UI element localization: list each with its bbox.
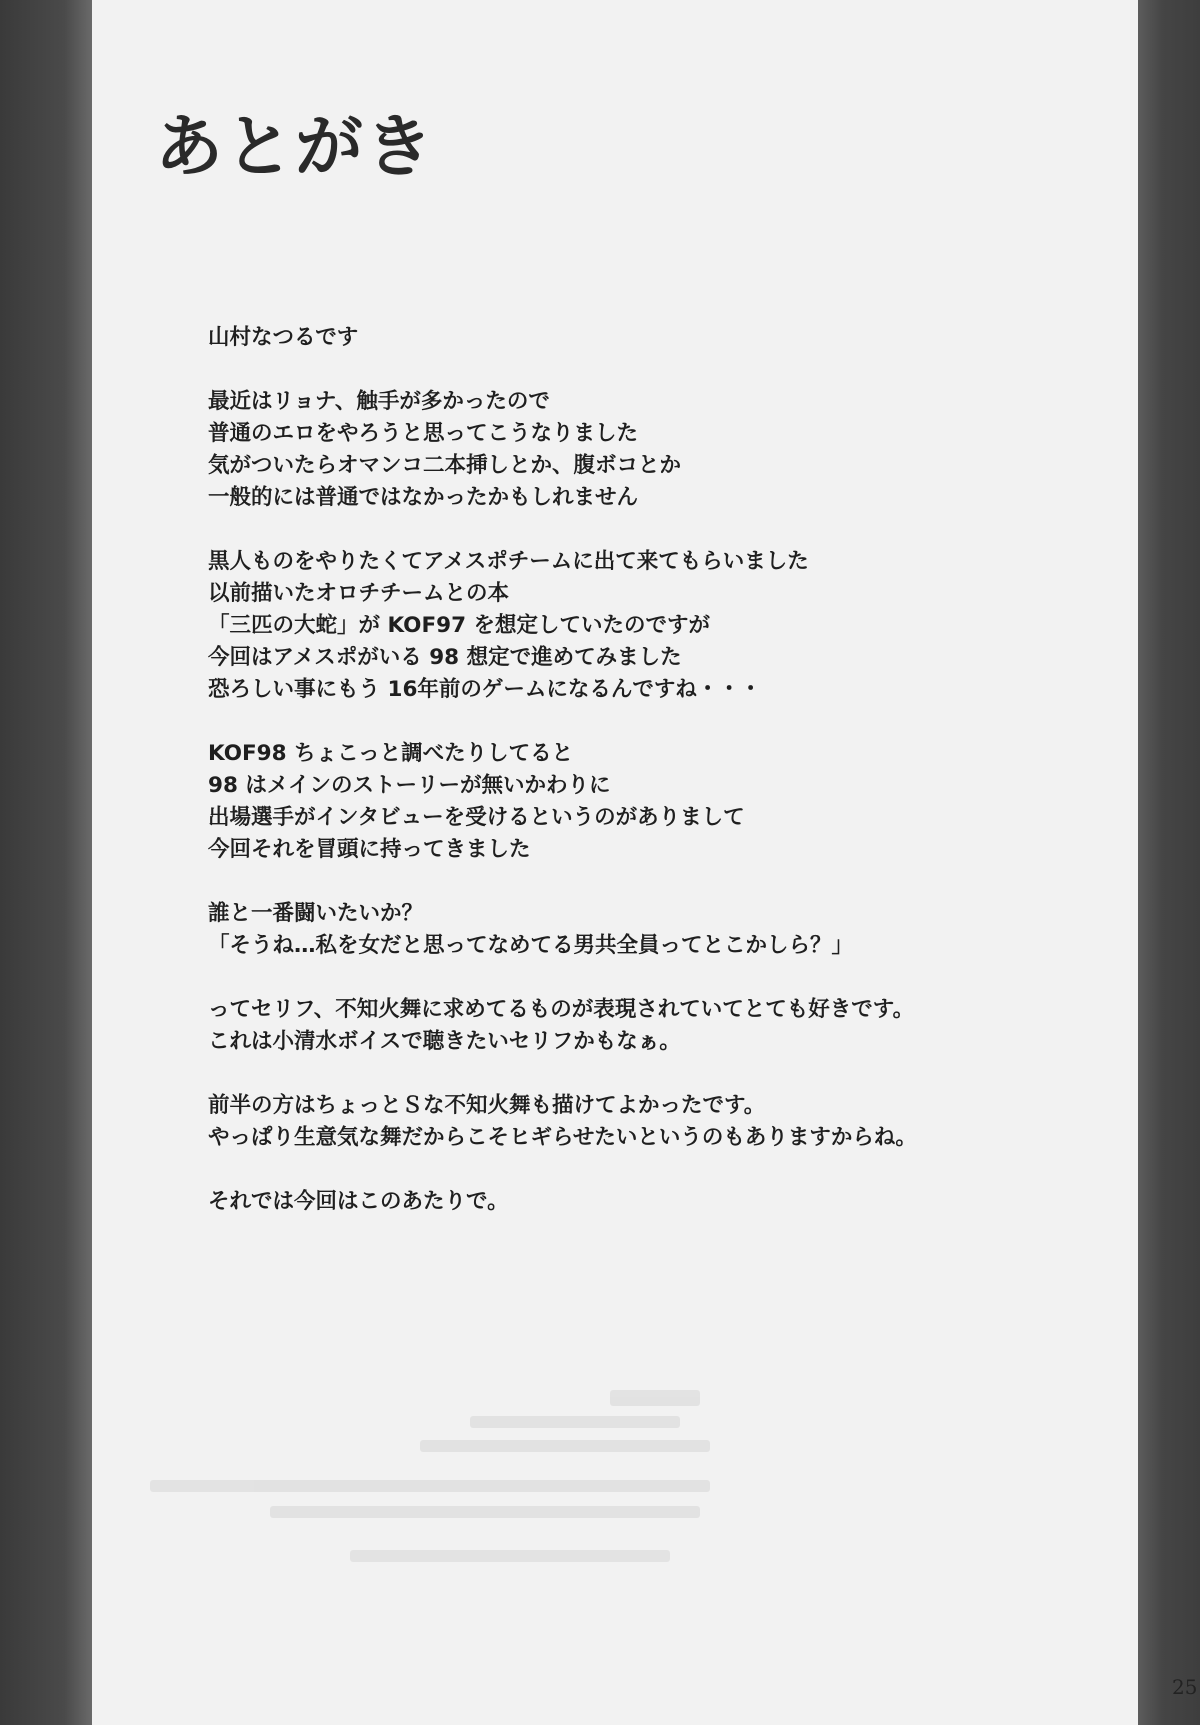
- text-line: 98 はメインのストーリーが無いかわりに: [208, 773, 611, 798]
- paragraph-comment: [208, 994, 1108, 1058]
- paragraph-greeting: [208, 322, 1108, 354]
- text-line: 今回それを冒頭に持ってきました: [208, 837, 531, 862]
- text-line: 山村なつるです: [208, 325, 359, 350]
- text-line: それでは今回はこのあたりで。: [208, 1189, 509, 1214]
- paragraph-first-half: [208, 1090, 1108, 1154]
- page-number: 25: [1172, 1675, 1198, 1699]
- text-line: 以前描いたオロチチームとの本: [208, 581, 510, 606]
- text-line: KOF98 ちょこっと調べたりしてると: [208, 741, 574, 766]
- paragraph-quote: [208, 898, 1108, 962]
- afterword-body: [208, 322, 1108, 1250]
- text-line: 一般的には普通ではなかったかもしれません: [208, 485, 639, 510]
- paragraph-team: [208, 546, 1108, 706]
- text-line: 誰と一番闘いたいか？: [208, 901, 424, 926]
- text-line: これは小清水ボイスで聴きたいセリフかもなぁ。: [208, 1029, 681, 1054]
- text-line: 普通のエロをやろうと思ってこうなりました: [208, 421, 639, 446]
- text-line: 最近はリョナ、触手が多かったので: [208, 389, 550, 414]
- text-line: 「三匹の大蛇」が KOF97 を想定していたのですが: [208, 613, 711, 638]
- paragraph-kof98: [208, 738, 1108, 866]
- right-page-gutter: [1138, 0, 1200, 1725]
- text-line: 「そうね…私を女だと思ってなめてる男共全員ってとこかしら？」: [208, 933, 854, 958]
- text-line: 黒人ものをやりたくてアメスポチームに出て来てもらいました: [208, 549, 809, 574]
- text-line: 出場選手がインタビューを受けるというのがありまして: [208, 805, 745, 830]
- paragraph-closing: [208, 1186, 1108, 1218]
- text-line: やっぱり生意気な舞だからこそヒギらせたいというのもありますからね。: [208, 1125, 917, 1150]
- text-line: 恐ろしい事にもう 16年前のゲームになるんですね・・・: [208, 677, 762, 702]
- text-line: ってセリフ、不知火舞に求めてるものが表現されていてとても好きです。: [208, 997, 915, 1022]
- paragraph-intro: [208, 386, 1108, 514]
- page-title: あとがき: [155, 108, 436, 187]
- bleed-through-shadow: [150, 1370, 710, 1620]
- text-line: 今回はアメスポがいる 98 想定で進めてみました: [208, 645, 682, 670]
- text-line: 気がついたらオマンコ二本挿しとか、腹ボコとか: [208, 453, 682, 478]
- left-page-gutter: [0, 0, 92, 1725]
- text-line: 前半の方はちょっとＳな不知火舞も描けてよかったです。: [208, 1093, 766, 1118]
